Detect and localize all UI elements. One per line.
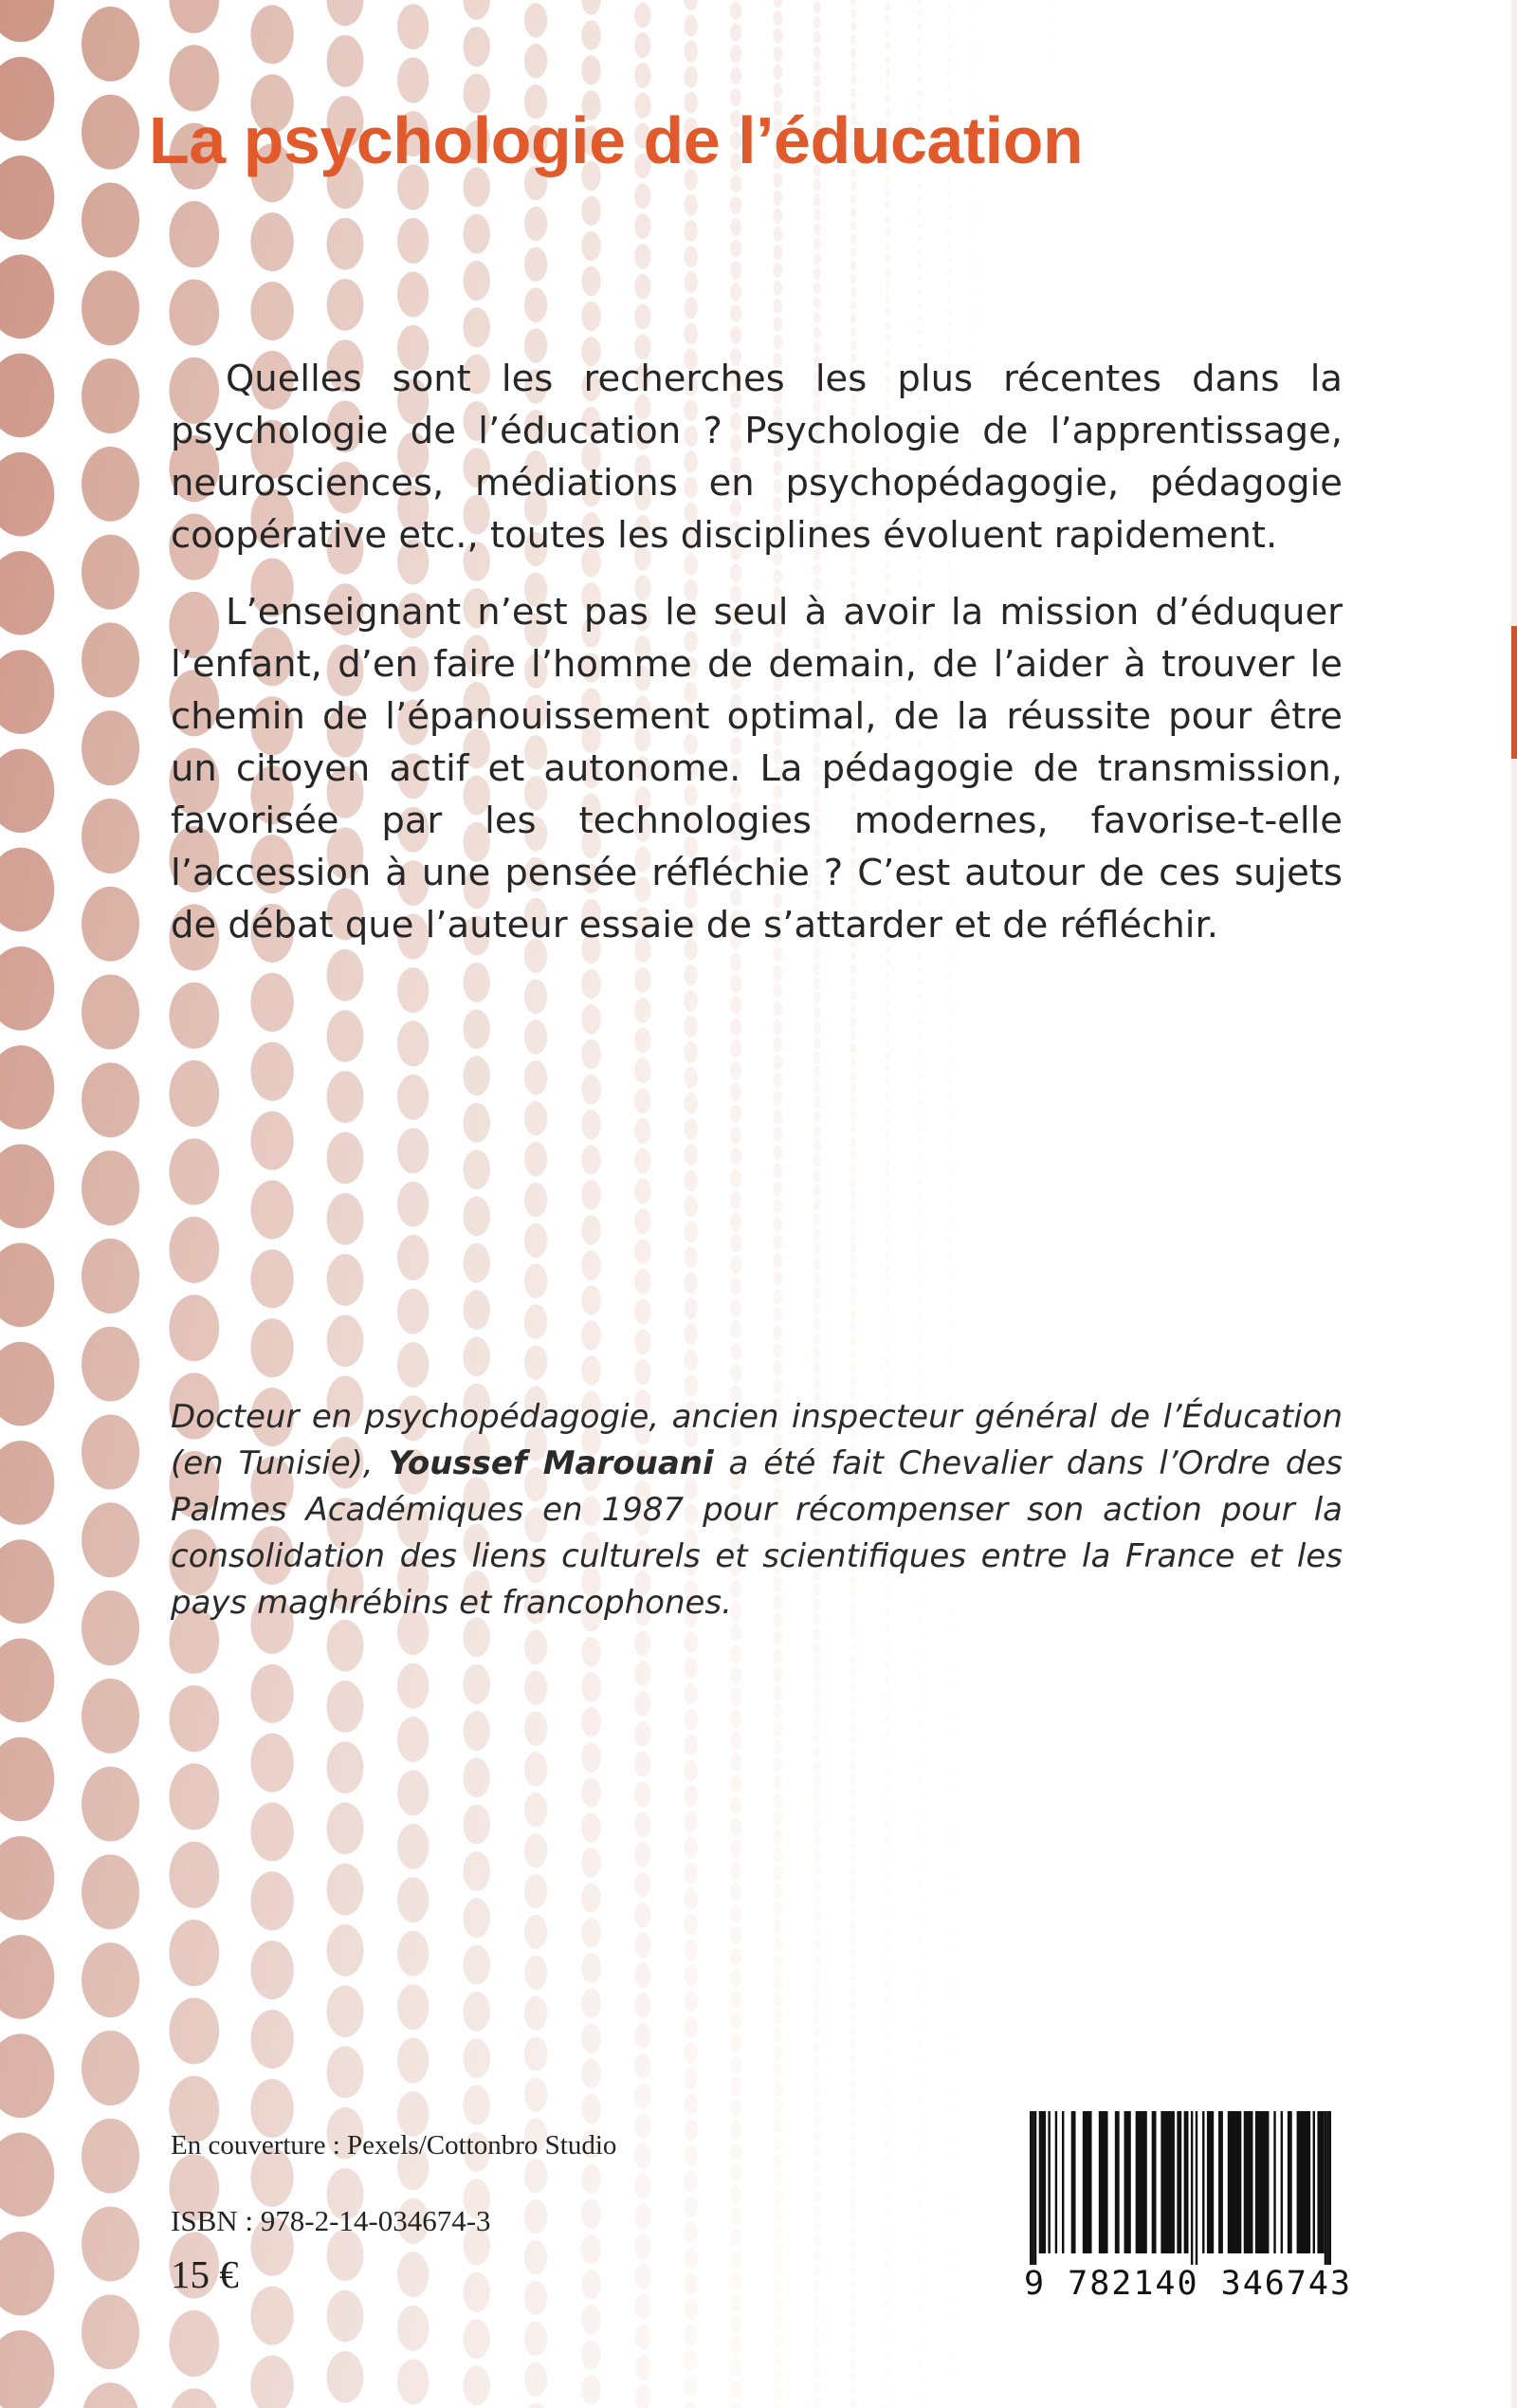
- book-summary: [171, 353, 1343, 976]
- isbn-number: ISBN : 978-2-14-034674-3: [171, 2204, 491, 2237]
- author-bio-rest: a été fait Chevalier dans l’Ordre des Palmes Académiques en 1987 pour récompenser son action pour la consolidation des liens culturels et scientifiques entre la France et les pays maghrébins et francophones.: [171, 1444, 1343, 1622]
- spine-edge: [1511, 0, 1517, 2408]
- author-name: Youssef Marouani: [388, 1444, 714, 1482]
- barcode-block: [1024, 2104, 1353, 2314]
- price: 15 €: [171, 2252, 239, 2296]
- spine-accent-mark: [1511, 626, 1517, 759]
- summary-paragraph-2: L’enseignant n’est pas le seul à avoir la mission d’éduquer l’enfant, d’en faire l’homme de demain, de l’aider à trouver le chemin de l’épanouissement optimal, de la réussite pour être un citoyen actif et autonome. La pédagogie de transmission, favorisée par les technologies modernes, favorise-t-elle l’accession à une pensée réfléchie ? C’est autour de ces sujets de débat que l’auteur essaie de s’attarder et de réfléchir.: [171, 591, 1343, 947]
- barcode-digits: 9 782140 346743: [1024, 2265, 1353, 2303]
- summary-paragraph-1: Quelles sont les recherches les plus récentes dans la psychologie de l’éducation ? Psychologie de l’apprentissage, neurosciences, médiations en psychopédagogie, pédagogie coopérative etc., toutes les disciplines évoluent rapidement.: [171, 358, 1343, 557]
- ean13-barcode-icon: [1024, 2104, 1337, 2267]
- author-biography: [171, 1394, 1343, 1627]
- book-title: La psychologie de l’éducation: [149, 103, 1084, 177]
- cover-credit: En couverture : Pexels/Cottonbro Studio: [171, 2130, 617, 2160]
- author-bio-intro: Docteur en psychopédagogie, ancien inspecteur général de l’Éducation (en Tunisie),: [171, 1398, 1343, 1482]
